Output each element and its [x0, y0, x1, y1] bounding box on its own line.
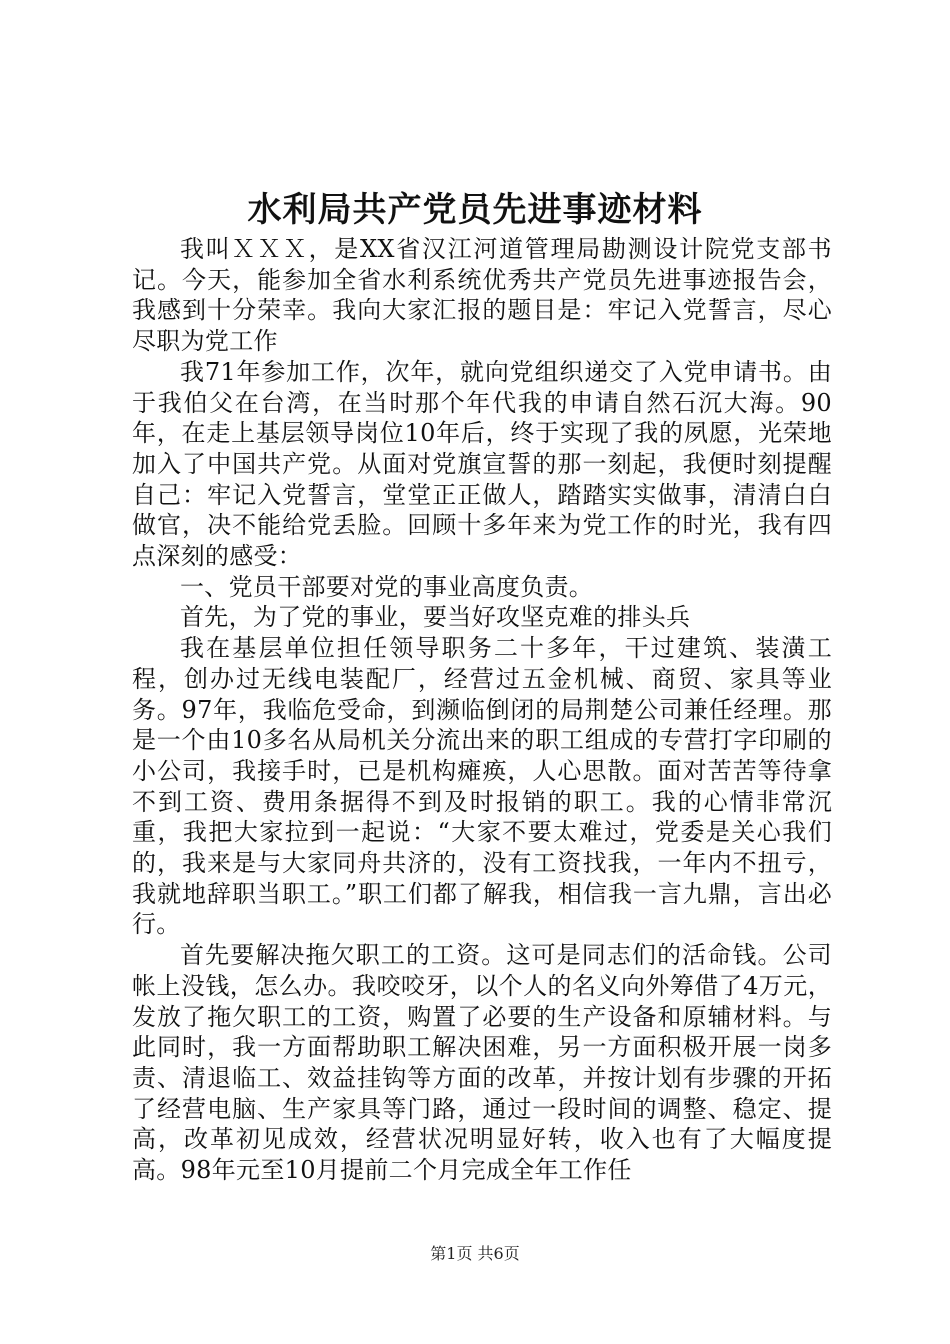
- page-number-footer: 第1页 共6页: [430, 1244, 520, 1263]
- document-title: 水利局共产党员先进事迹材料: [247, 190, 703, 230]
- paragraph: 首先要解决拖欠职工的工资。这可是同志们的活命钱。公司帐上没钱，怎么办。我咬咬牙，以个人的名义向外筹借了4万元，发放了拖欠职工的工资，购置了必要的生产设备和原辅材料。与此同时，我一方面帮助职工解决困难，另一方面积极开展一岗多责、清退临工、效益挂钩等方面的改革，并按计划有步骤的开拓了经营电脑、生产家具等门路，通过一段时间的调整、稳定、提高，改革初见成效，经营状况明显好转，收入也有了大幅度提高。98年元至10月提前二个月完成全年工作任: [132, 941, 832, 1185]
- paragraph: 我在基层单位担任领导职务二十多年，干过建筑、装潢工程，创办过无线电装配厂，经营过五金机械、商贸、家具等业务。97年，我临危受命，到濒临倒闭的局荆楚公司兼任经理。那是一个由10多名从局机关分流出来的职工组成的专营打字印刷的小公司，我接手时，已是机构瘫痪，人心思散。面对苦苦等待拿不到工资、费用条据得不到及时报销的职工。我的心情非常沉重，我把大家拉到一起说：“大家不要太难过，党委是关心我们的，我来是与大家同舟共济的，没有工资找我，一年内不扭亏，我就地辞职当职工。”职工们都了解我，相信我一言九鼎，言出必行。: [132, 634, 832, 939]
- section-heading: 一、党员干部要对党的事业高度负责。: [180, 572, 594, 601]
- paragraph: 我71年参加工作，次年，就向党组织递交了入党申请书。由于我伯父在台湾，在当时那个年代我的申请自然石沉大海。90年，在走上基层领导岗位10年后，终于实现了我的夙愿，光荣地加入了中国共产党。从面对党旗宣誓的那一刻起，我便时刻提醒自己：牢记入党誓言，堂堂正正做人，踏踏实实做事，清清白白做官，决不能给党丢脸。回顾十多年来为党工作的时光，我有四点深刻的感受：: [132, 357, 832, 571]
- subsection-heading: 首先，为了党的事业，要当好攻坚克难的排头兵: [180, 603, 691, 632]
- document-body: [132, 234, 832, 1186]
- paragraph: 我叫ＸＸＸ，是XX省汉江河道管理局勘测设计院党支部书记。今天，能参加全省水利系统优秀共产党员先进事迹报告会，我感到十分荣幸。我向大家汇报的题目是：牢记入党誓言，尽心尽职为党工作: [132, 235, 832, 356]
